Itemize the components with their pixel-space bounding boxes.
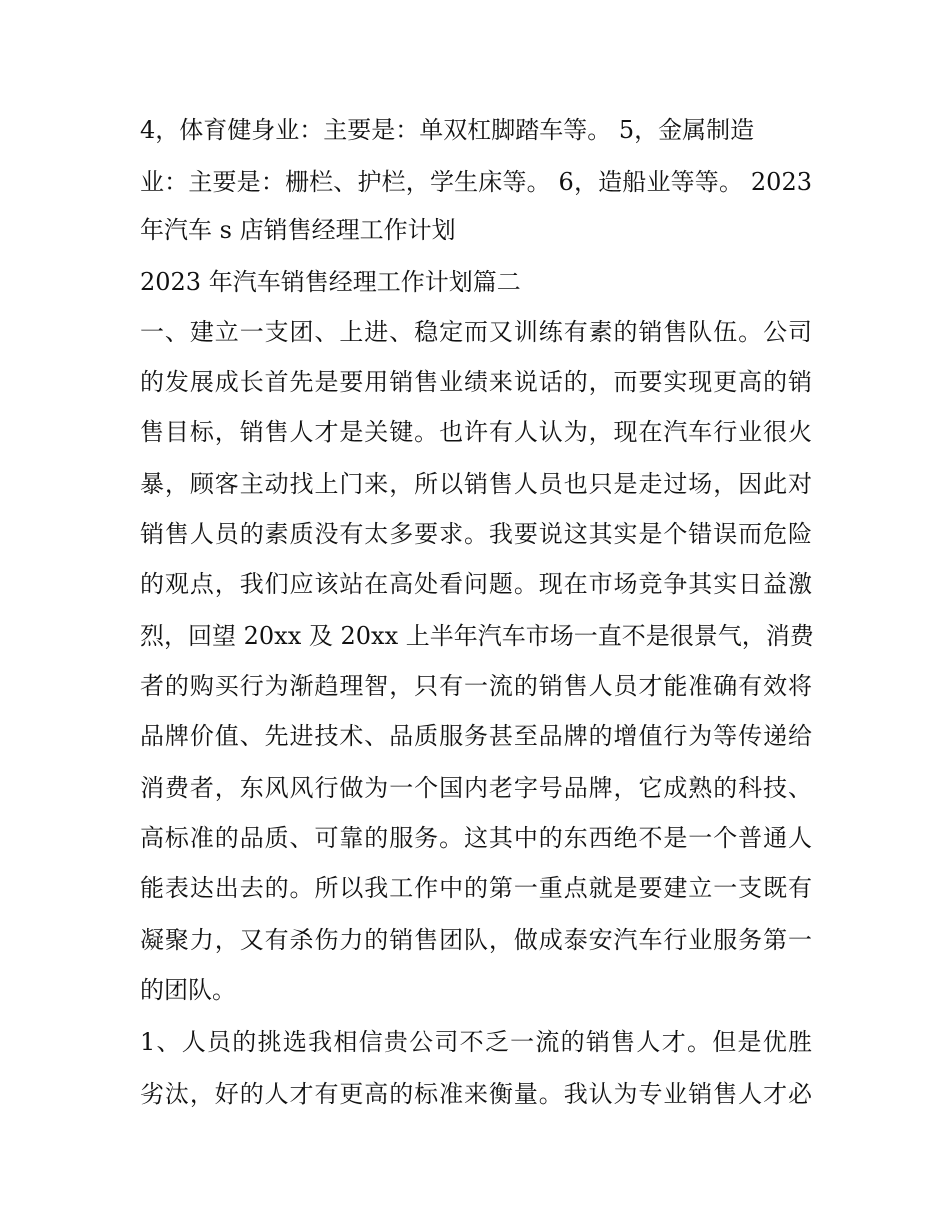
text-line: 暴，顾客主动找上门来，所以销售人员也只是走过场，因此对	[140, 470, 812, 498]
text-line: 烈，回望 20xx 及 20xx 上半年汽车市场一直不是很景气，消费	[140, 622, 814, 650]
text-line: 4，体育健身业：主要是：单双杠脚踏车等。 5，金属制造	[140, 116, 755, 144]
text-line: 的团队。	[140, 976, 236, 1004]
text-line: 售目标，销售人才是关键。也许有人认为，现在汽车行业很火	[140, 418, 812, 446]
text-line: 业：主要是：栅栏、护栏，学生床等。 6，造船业等等。 2023	[140, 168, 812, 196]
text-line: 者的购买行为渐趋理智，只有一流的销售人员才能准确有效将	[140, 672, 812, 700]
text-line: 品牌价值、先进技术、品质服务甚至品牌的增值行为等传递给	[140, 722, 812, 750]
text-line: 能表达出去的。所以我工作中的第一重点就是要建立一支既有	[140, 874, 812, 902]
text-line: 的发展成长首先是要用销售业绩来说话的，而要实现更高的销	[140, 368, 812, 396]
text-line: 销售人员的素质没有太多要求。我要说这其实是个错误而危险	[140, 520, 812, 548]
section-heading: 2023 年汽车销售经理工作计划篇二	[140, 268, 521, 296]
text-line: 高标准的品质、可靠的服务。这其中的东西绝不是一个普通人	[140, 824, 812, 852]
text-line: 的观点，我们应该站在高处看问题。现在市场竞争其实日益激	[140, 570, 812, 598]
text-line: 1、人员的挑选我相信贵公司不乏一流的销售人才。但是优胜	[140, 1028, 812, 1056]
text-line: 消费者，东风风行做为一个国内老字号品牌，它成熟的科技、	[140, 774, 812, 802]
text-line: 劣汰，好的人才有更高的标准来衡量。我认为专业销售人才必	[140, 1080, 812, 1108]
text-line: 一、建立一支团、上进、稳定而又训练有素的销售队伍。公司	[140, 318, 812, 346]
text-line: 凝聚力，又有杀伤力的销售团队，做成泰安汽车行业服务第一	[140, 926, 812, 954]
text-line: 年汽车 s 店销售经理工作计划	[140, 216, 456, 244]
